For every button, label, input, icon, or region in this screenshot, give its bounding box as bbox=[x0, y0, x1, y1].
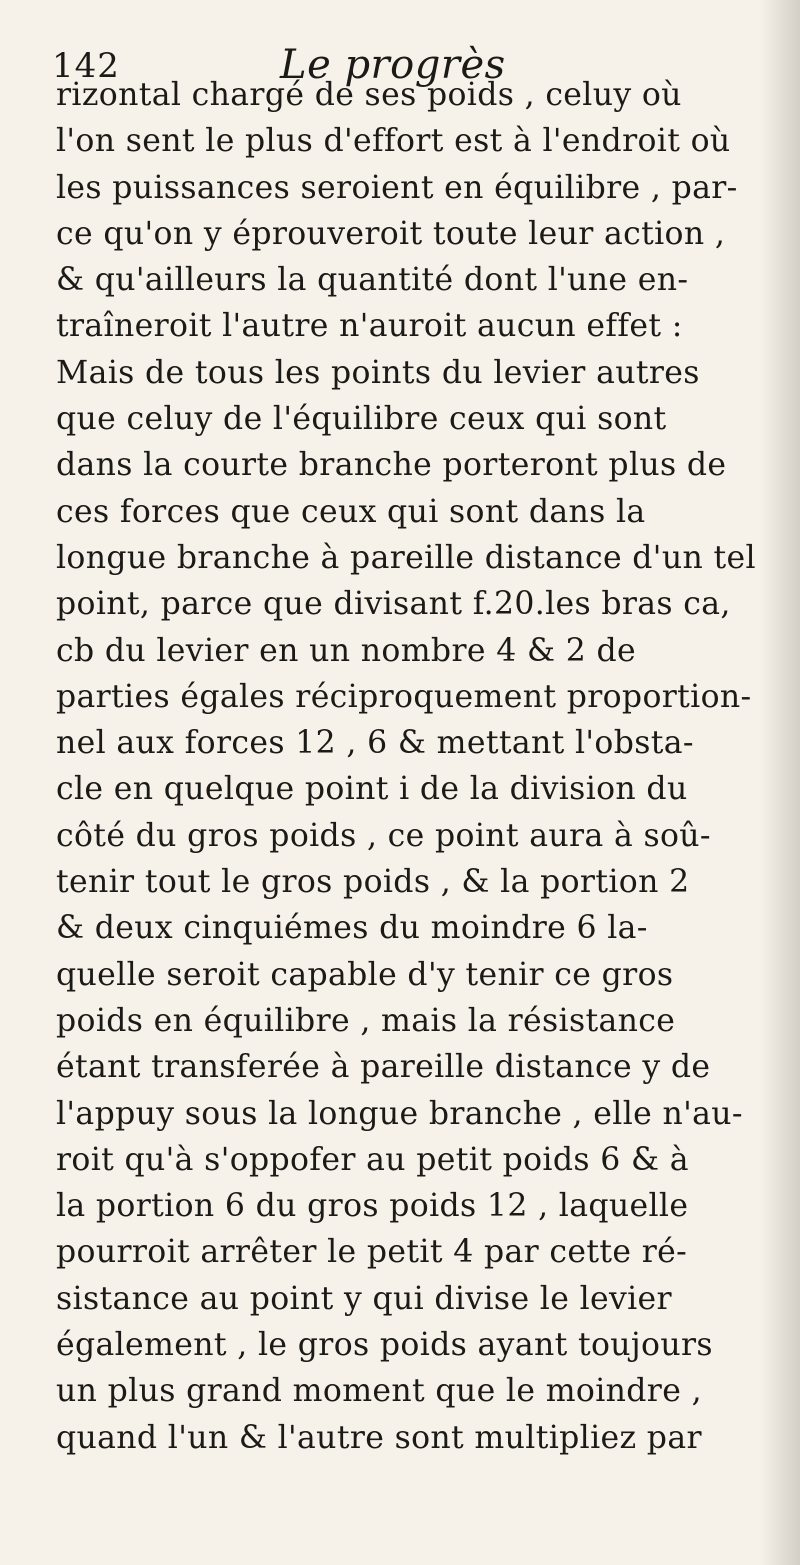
text-line: quand l'un & l'autre sont multipliez par bbox=[56, 1419, 702, 1456]
text-line: pourroit arrêter le petit 4 par cette ré- bbox=[56, 1234, 688, 1271]
text-line: la portion 6 du gros poids 12 , laquelle bbox=[56, 1188, 689, 1225]
text-line: sistance au point y qui divise le levier bbox=[56, 1280, 672, 1317]
running-title: Le progrès bbox=[280, 42, 506, 88]
text-line: l'on sent le plus d'effort est à l'endroit où bbox=[56, 123, 731, 160]
page-number: 142 bbox=[52, 46, 120, 86]
text-line: que celuy de l'équilibre ceux qui sont bbox=[56, 401, 667, 438]
text-line: dans la courte branche porteront plus de bbox=[56, 447, 727, 484]
text-line: côté du gros poids , ce point aura à soû- bbox=[56, 817, 711, 854]
text-line: l'appuy sous la longue branche , elle n'au- bbox=[56, 1095, 743, 1132]
text-line: rizontal chargé de ses poids , celuy où bbox=[56, 77, 682, 113]
text-line: & deux cinquiémes du moindre 6 la- bbox=[56, 910, 648, 947]
text-line: & qu'ailleurs la quantité dont l'une en- bbox=[56, 262, 689, 299]
text-line: cb du levier en un nombre 4 & 2 de bbox=[56, 632, 636, 669]
text-line: point, parce que divisant f.20.les bras ca, bbox=[56, 586, 731, 623]
text-line: quelle seroit capable d'y tenir ce gros bbox=[56, 956, 674, 993]
text-line: poids en équilibre , mais la résistance bbox=[56, 1002, 676, 1039]
text-line: les puissances seroient en équilibre , par- bbox=[56, 169, 738, 206]
text-line: ces forces que ceux qui sont dans la bbox=[56, 493, 646, 530]
text-line: nel aux forces 12 , 6 & mettant l'obsta- bbox=[56, 725, 694, 762]
text-line: étant transferée à pareille distance y de bbox=[56, 1049, 711, 1086]
text-line: Mais de tous les points du levier autres bbox=[56, 354, 700, 391]
text-line: ce qu'on y éprouveroit toute leur action , bbox=[56, 215, 726, 252]
text-line: traîneroit l'autre n'auroit aucun effet : bbox=[56, 308, 683, 345]
text-line: un plus grand moment que le moindre , bbox=[56, 1373, 702, 1410]
text-line: tenir tout le gros poids , & la portion 2 bbox=[56, 864, 690, 901]
text-line: également , le gros poids ayant toujours bbox=[56, 1327, 713, 1364]
text-line: cle en quelque point i de la division du bbox=[56, 771, 688, 808]
text-line: roit qu'à s'oppofer au petit poids 6 & à bbox=[56, 1141, 689, 1178]
text-line: parties égales réciproquement proportion- bbox=[56, 678, 752, 715]
text-line: longue branche à pareille distance d'un tel bbox=[56, 539, 756, 576]
text-body bbox=[56, 72, 796, 1461]
